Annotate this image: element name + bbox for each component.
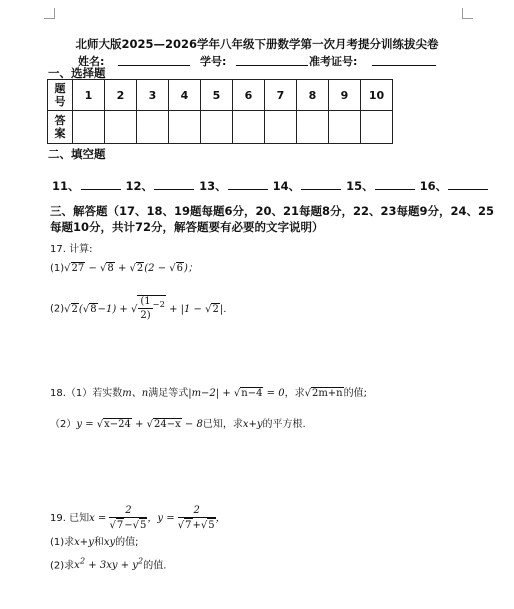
answer-cell[interactable]	[361, 111, 393, 144]
q17-part2: (2)√2(√8−1) + √ $\frac{(1}{2)}$ $^{-2}$ + |1 − √2|.	[50, 296, 227, 321]
question-number-cell: 9	[329, 80, 361, 111]
q18-part1: 18.（1）若实数m、n满足等式|m−2| + √n−4 = 0，求√2m+n的值;	[50, 388, 367, 399]
fill-item-label: 11、	[52, 179, 80, 193]
section-fill-heading: 二、填空题	[48, 147, 106, 161]
name-label: 姓名:	[78, 55, 105, 68]
margin-mark-top-right	[462, 8, 473, 19]
q17-part1-expression: √27 − √8 + √2(2 − √6)；	[64, 263, 198, 274]
exam-title: 北师大版2025—2026学年八年级下册数学第一次月考提分训练拔尖卷	[75, 37, 439, 51]
question-number-cell: 6	[233, 80, 265, 111]
name-blank	[118, 54, 190, 66]
answer-cell[interactable]	[201, 111, 233, 144]
exam-number-label: 准考证号:	[309, 55, 358, 68]
fill-blank[interactable]	[375, 179, 415, 190]
q19-part1: (1)求x+y和xy的值;	[50, 537, 139, 548]
answer-cell[interactable]	[169, 111, 201, 144]
fill-item-label: 15、	[346, 179, 374, 193]
fill-blank[interactable]	[448, 179, 488, 190]
fill-blank[interactable]	[81, 179, 121, 190]
answer-row	[48, 111, 393, 144]
exam-number-blank	[372, 54, 436, 66]
q17-part2-expression: √2(√8−1) + √ $\frac{(1}{2)}$ $^{-2}$ + |1 − √2|.	[64, 296, 227, 321]
answer-cell[interactable]	[233, 111, 265, 144]
answer-cell[interactable]	[105, 111, 137, 144]
answer-cell[interactable]	[265, 111, 297, 144]
q18-part2-equation: y = √x−24 + √24−x − 8	[76, 419, 203, 430]
question-number-row	[48, 80, 393, 111]
q18-equation: |m−2| + √n−4 = 0	[188, 388, 285, 399]
margin-mark-top-left	[44, 8, 55, 19]
fill-item-label: 13、	[199, 179, 227, 193]
answer-table	[47, 79, 393, 144]
fill-item-label: 16、	[419, 179, 448, 193]
answer-cell[interactable]	[297, 111, 329, 144]
question-number-cell: 5	[201, 80, 233, 111]
student-id-label: 学号:	[200, 55, 227, 68]
answer-cell[interactable]	[329, 111, 361, 144]
question-number-cell: 10	[361, 80, 393, 111]
section-solve-heading: 三、解答题（17、18、19题每题6分，20、21每题8分，22、23每题9分，24、25每题10分，共计72分，解答题要有必要的文字说明）	[50, 204, 495, 234]
fill-blank-row	[52, 178, 489, 194]
fill-blank[interactable]	[228, 179, 268, 190]
question-number-cell: 1	[73, 80, 105, 111]
question-number-cell: 3	[137, 80, 169, 111]
q19-heading: 19. 已知x = $\frac{2}{√7-√5}$ ，y = $\frac{2}{√7+√5}$ ，	[50, 505, 226, 531]
fill-item-label: 12、	[125, 179, 154, 193]
q18-part2: （2）y = √x−24 + √24−x − 8已知，求x+y的平方根.	[50, 419, 306, 430]
section-choice-heading: 一、选择题	[48, 66, 106, 80]
q17-part1: (1)√27 − √8 + √2(2 − √6)；	[50, 263, 198, 274]
q17-heading: 17. 计算:	[50, 244, 93, 255]
question-number-cell: 7	[265, 80, 297, 111]
answer-label: 答 案	[48, 111, 73, 144]
answer-cell[interactable]	[137, 111, 169, 144]
question-number-label: 题 号	[48, 80, 73, 111]
q18-target: √2m+n	[304, 388, 343, 399]
student-id-blank	[236, 54, 308, 66]
question-number-cell: 4	[169, 80, 201, 111]
q19-part2: (2)求$x^2 + 3xy + y^2$的值.	[50, 556, 167, 572]
fill-blank[interactable]	[301, 179, 341, 190]
fill-item-label: 14、	[272, 179, 301, 193]
fill-blank[interactable]	[154, 179, 194, 190]
question-number-cell: 2	[105, 80, 137, 111]
question-number-cell: 8	[297, 80, 329, 111]
q19-x-expression: x = $\frac{2}{√7-√5}$ ，y = $\frac{2}{√7+√5}$ ，	[89, 505, 226, 531]
q19-part2-expression: $x^2 + 3xy + y^2$	[74, 556, 144, 572]
answer-cell[interactable]	[73, 111, 105, 144]
